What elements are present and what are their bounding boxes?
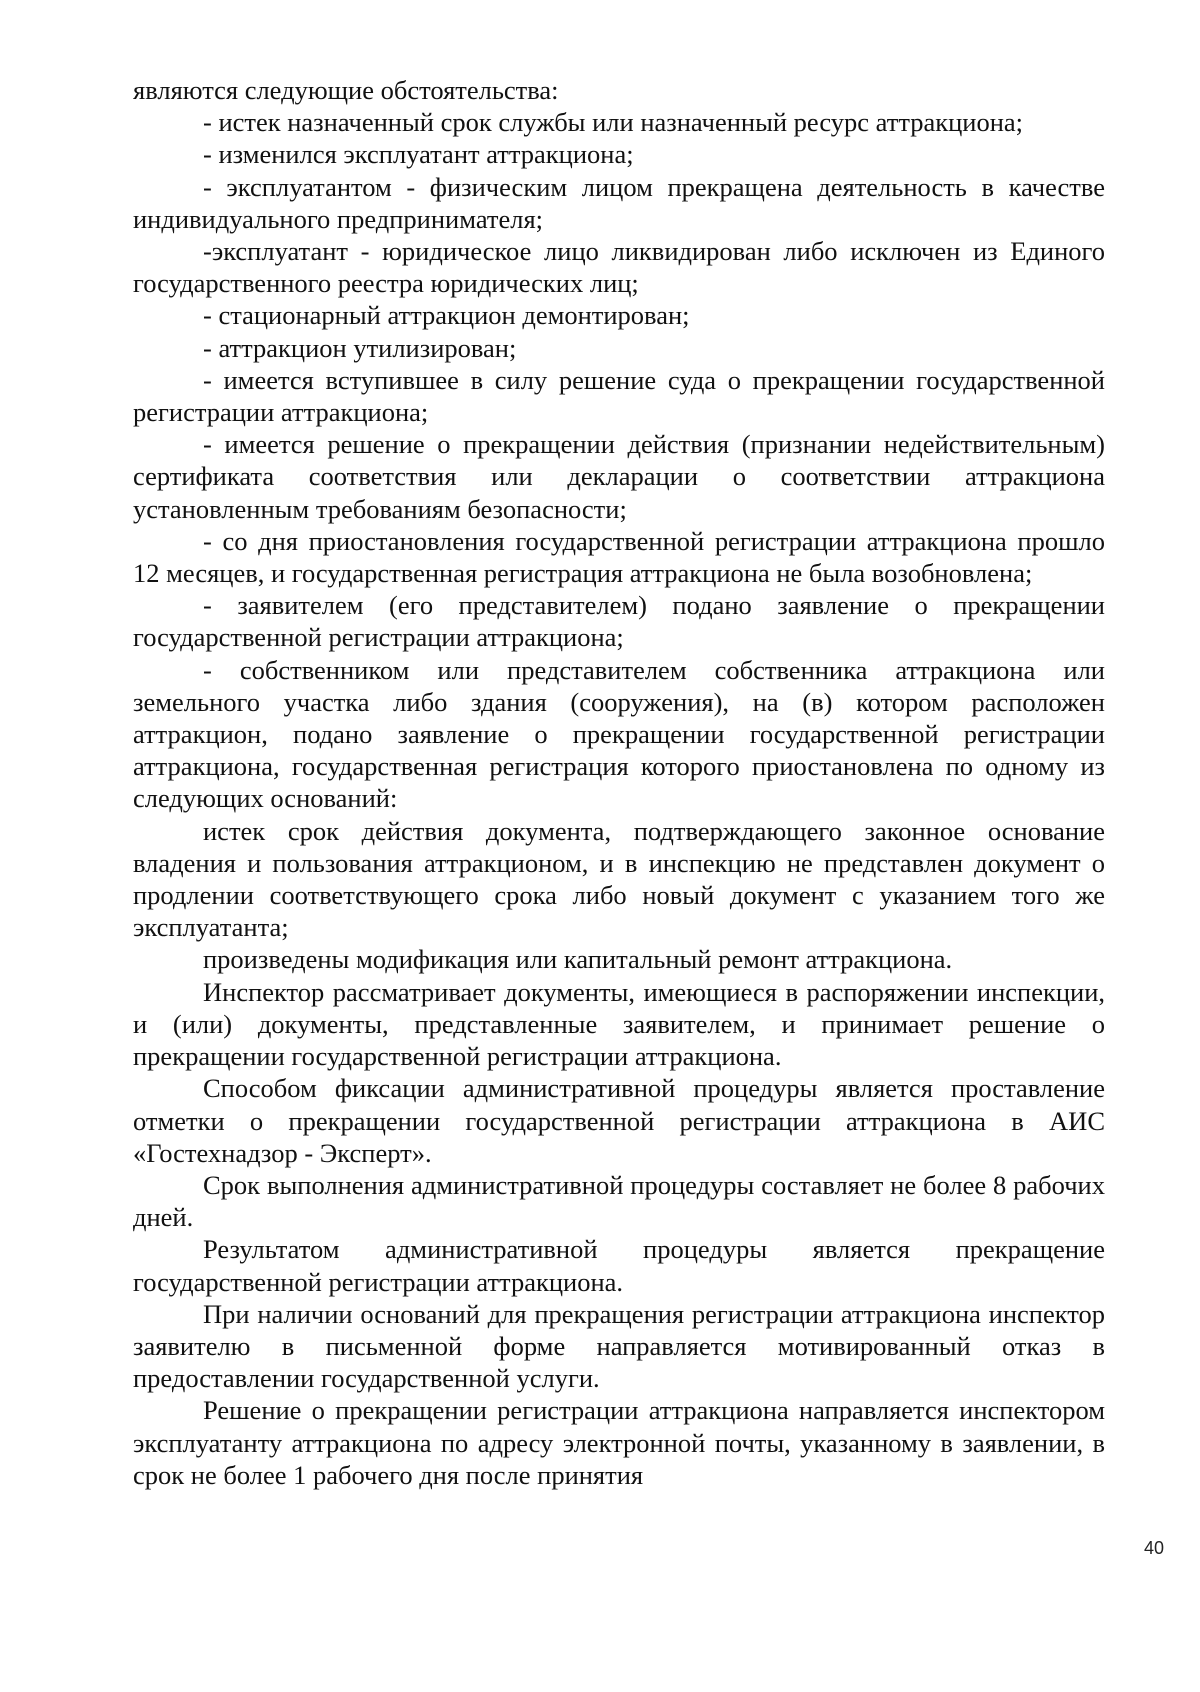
list-item-legal-entity: -эксплуатант - юридическое лицо ликвидирован либо исключен из Единого государственного реестра юридических лиц; [133, 236, 1105, 299]
paragraph-decision-delivery: Решение о прекращении регистрации аттракциона направляется инспектором эксплуатанту аттракциона по адресу электронной почты, указанному в заявлении, в срок не более 1 рабочего дня после принятия [133, 1395, 1105, 1490]
list-item-owner-request: - собственником или представителем собственника аттракциона или земельного участка либо здания (сооружения), на (в) котором расположен аттракцион, подано заявление о прекращении государственной регистрации аттракциона, государственная регистрация которого приостановлена по одному из следующих оснований: [133, 654, 1105, 814]
list-item-applicant-request: - заявителем (его представителем) подано заявление о прекращении государственной регистрации аттракциона; [133, 590, 1105, 653]
list-item-operator-changed: - изменился эксплуатант аттракциона; [203, 139, 634, 170]
list-item-court-decision: - имеется вступившее в силу решение суда о прекращении государственной регистрации аттракциона; [133, 364, 1105, 428]
paragraph-fixation-method: Способом фиксации административной процедуры является проставление отметки о прекращении государственной регистрации аттракциона в АИС «Гостехнадзор - Эксперт». [133, 1073, 1105, 1168]
sub-item-document-expired: истек срок действия документа, подтверждающего законное основание владения и пользования аттракционом, и в инспекцию не представлен документ о продлении соответствующего срока либо новый документ с указанием того же эксплуатанта; [133, 815, 1105, 943]
list-item-dismantled: - стационарный аттракцион демонтирован; [203, 300, 690, 331]
paragraph-duration: Срок выполнения административной процедуры составляет не более 8 рабочих дней. [133, 1169, 1105, 1233]
document-body [133, 74, 1105, 1491]
list-item-certificate-invalid: - имеется решение о прекращении действия (признании недействительным) сертификата соответствия или декларации о соответствии аттракциона установленным требованиям безопасности; [133, 429, 1105, 524]
list-item-individual-entrepreneur: - эксплуатантом - физическим лицом прекращена деятельность в качестве индивидуального предпринимателя; [133, 171, 1105, 234]
paragraph-inspector-review: Инспектор рассматривает документы, имеющиеся в распоряжении инспекции, и (или) документы, представленные заявителем, и принимает решение о прекращении государственной регистрации аттракциона. [133, 976, 1105, 1072]
list-item-suspension-12-months: - со дня приостановления государственной регистрации аттракциона прошло 12 месяцев, и государственная регистрация аттракциона не была возобновлена; [133, 525, 1105, 589]
paragraph-continuation: являются следующие обстоятельства: [133, 75, 559, 105]
paragraph-result: Результатом административной процедуры является прекращение государственной регистрации аттракциона. [133, 1234, 1105, 1297]
list-item-service-life: - истек назначенный срок службы или назначенный ресурс аттракциона; [203, 107, 1024, 138]
sub-item-modification: произведены модификация или капитальный ремонт аттракциона. [203, 944, 953, 975]
paragraph-refusal: При наличии оснований для прекращения регистрации аттракциона инспектор заявителю в письменной форме направляется мотивированный отказ в предоставлении государственной услуги. [133, 1298, 1105, 1394]
list-item-disposed: - аттракцион утилизирован; [203, 332, 517, 363]
page-number: 40 [1143, 1538, 1164, 1558]
